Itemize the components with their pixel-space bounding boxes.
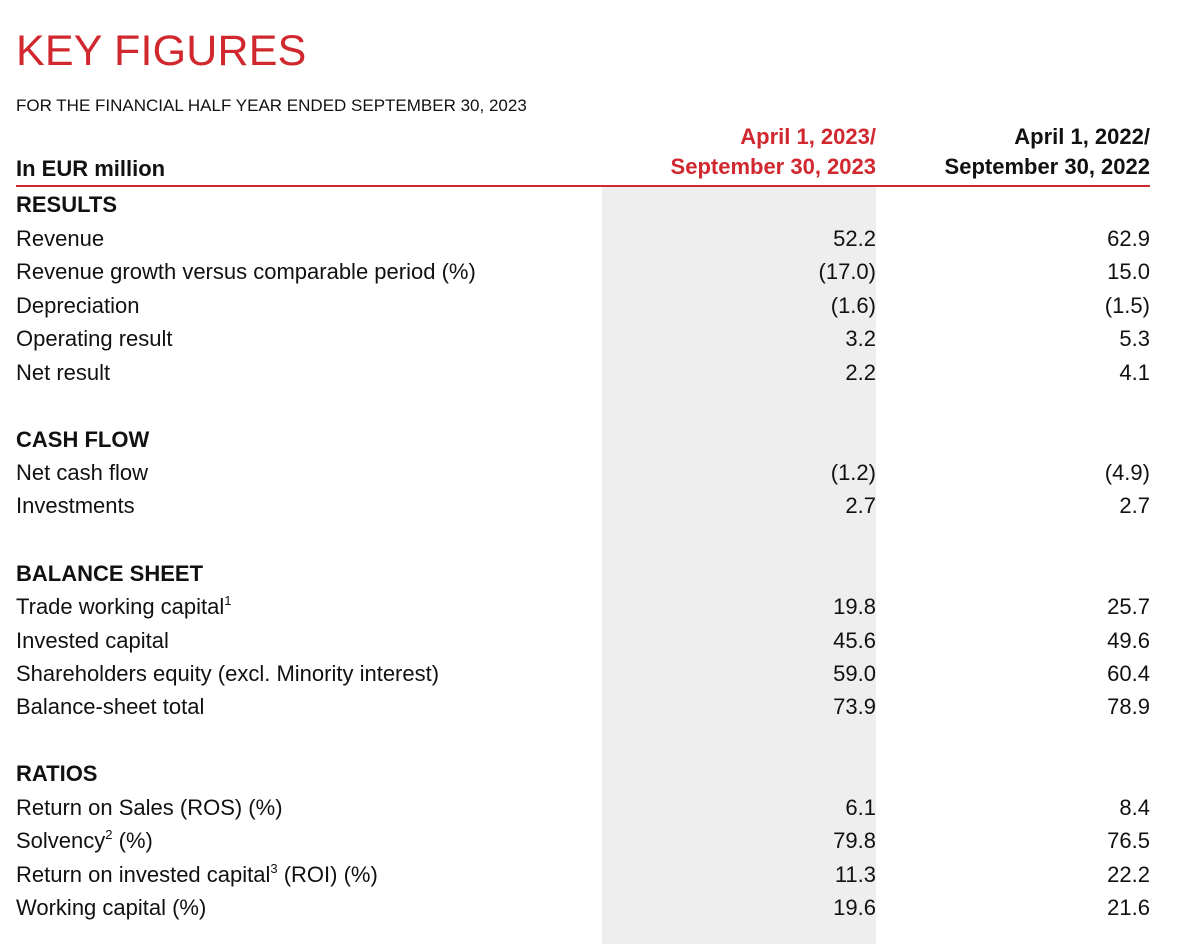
row-label: Invested capital: [16, 628, 169, 653]
row-value-current: 3.2: [845, 326, 876, 351]
row-value-current: 19.8: [833, 594, 876, 619]
footnote-marker: 3: [270, 861, 278, 876]
row-value-previous: 60.4: [1107, 661, 1150, 686]
row-value-current: 2.7: [845, 493, 876, 518]
row-value-current: (1.6): [830, 293, 876, 318]
row-value-current: 45.6: [833, 628, 876, 653]
row-label: Depreciation: [16, 293, 140, 318]
footnote-marker: 1: [224, 593, 232, 608]
row-value-previous: (1.5): [1104, 293, 1150, 318]
table-row: [16, 289, 1150, 322]
row-value-current: 2.2: [845, 360, 876, 385]
row-value-current: (17.0): [818, 259, 876, 284]
header-divider: [16, 185, 1150, 187]
column-header-previous: [890, 122, 1150, 182]
row-value-current: 11.3: [834, 862, 876, 887]
section-title-ratios: RATIOS: [16, 761, 98, 786]
row-label: Revenue: [16, 226, 105, 251]
row-label: Return on Sales (ROS) (%): [16, 795, 283, 820]
row-label-text: Solvency: [16, 828, 106, 853]
table-row: [16, 255, 1150, 288]
row-label: Net cash flow: [16, 460, 149, 485]
row-value-current: 6.1: [845, 795, 876, 820]
row-label: [16, 858, 378, 891]
row-value-current: 19.6: [833, 895, 876, 920]
row-value-previous: 8.4: [1119, 795, 1150, 820]
table-row: [16, 489, 1150, 522]
row-value-previous: 78.9: [1107, 694, 1150, 719]
row-value-previous: 22.2: [1107, 862, 1150, 887]
row-value-previous: 49.6: [1107, 628, 1150, 653]
row-label: Investments: [16, 493, 135, 518]
column-header-current-line2: September 30, 2023: [670, 154, 876, 179]
row-value-previous: 62.9: [1107, 226, 1150, 251]
table-row: [16, 222, 1150, 255]
row-value-current: (1.2): [830, 460, 876, 485]
row-value-previous: (4.9): [1104, 460, 1150, 485]
page-subtitle: FOR THE FINANCIAL HALF YEAR ENDED SEPTEMBER 30, 2023: [16, 96, 527, 115]
row-value-current: 59.0: [833, 661, 876, 686]
table-row: [16, 624, 1150, 657]
row-label: Net result: [16, 360, 111, 385]
row-label: Operating result: [16, 326, 173, 351]
column-header-current-line1: April 1, 2023/: [740, 124, 876, 149]
section-title-results: RESULTS: [16, 192, 118, 217]
footnote-marker: 2: [105, 827, 113, 842]
row-value-current: 73.9: [833, 694, 876, 719]
section-title-cash-flow: CASH FLOW: [16, 427, 150, 452]
table-row: [16, 356, 1150, 389]
column-header-current: [616, 122, 876, 182]
row-label-text: Trade working capital: [16, 594, 225, 619]
row-value-previous: 5.3: [1119, 326, 1150, 351]
row-label: Revenue growth versus comparable period (%): [16, 259, 476, 284]
unit-label: In EUR million: [16, 156, 166, 181]
table-row: [16, 791, 1150, 824]
table-row: [16, 690, 1150, 723]
row-value-previous: 21.6: [1107, 895, 1150, 920]
row-label: Shareholders equity (excl. Minority interest): [16, 661, 440, 686]
row-label-suffix: (ROI) (%): [277, 862, 378, 887]
column-header-previous-line1: April 1, 2022/: [1014, 124, 1150, 149]
table-row: [16, 590, 1150, 623]
row-label-text: Return on invested capital: [16, 862, 271, 887]
column-header-previous-line2: September 30, 2022: [944, 154, 1150, 179]
row-label: [16, 590, 232, 623]
table-row: [16, 322, 1150, 355]
row-label: [16, 824, 153, 857]
row-value-previous: 4.1: [1119, 360, 1150, 385]
row-value-previous: 15.0: [1107, 259, 1150, 284]
row-label: Working capital (%): [16, 895, 207, 920]
row-value-previous: 2.7: [1119, 493, 1150, 518]
row-value-current: 79.8: [833, 828, 876, 853]
table-row: [16, 456, 1150, 489]
table-row: [16, 824, 1150, 857]
row-label-suffix: (%): [112, 828, 153, 853]
table-row: [16, 858, 1150, 891]
table-row: [16, 891, 1150, 924]
page-title: KEY FIGURES: [16, 27, 307, 75]
row-label: Balance-sheet total: [16, 694, 205, 719]
row-value-previous: 76.5: [1107, 828, 1150, 853]
section-title-balance-sheet: BALANCE SHEET: [16, 561, 204, 586]
table-row: [16, 657, 1150, 690]
row-value-current: 52.2: [833, 226, 876, 251]
row-value-previous: 25.7: [1107, 594, 1150, 619]
